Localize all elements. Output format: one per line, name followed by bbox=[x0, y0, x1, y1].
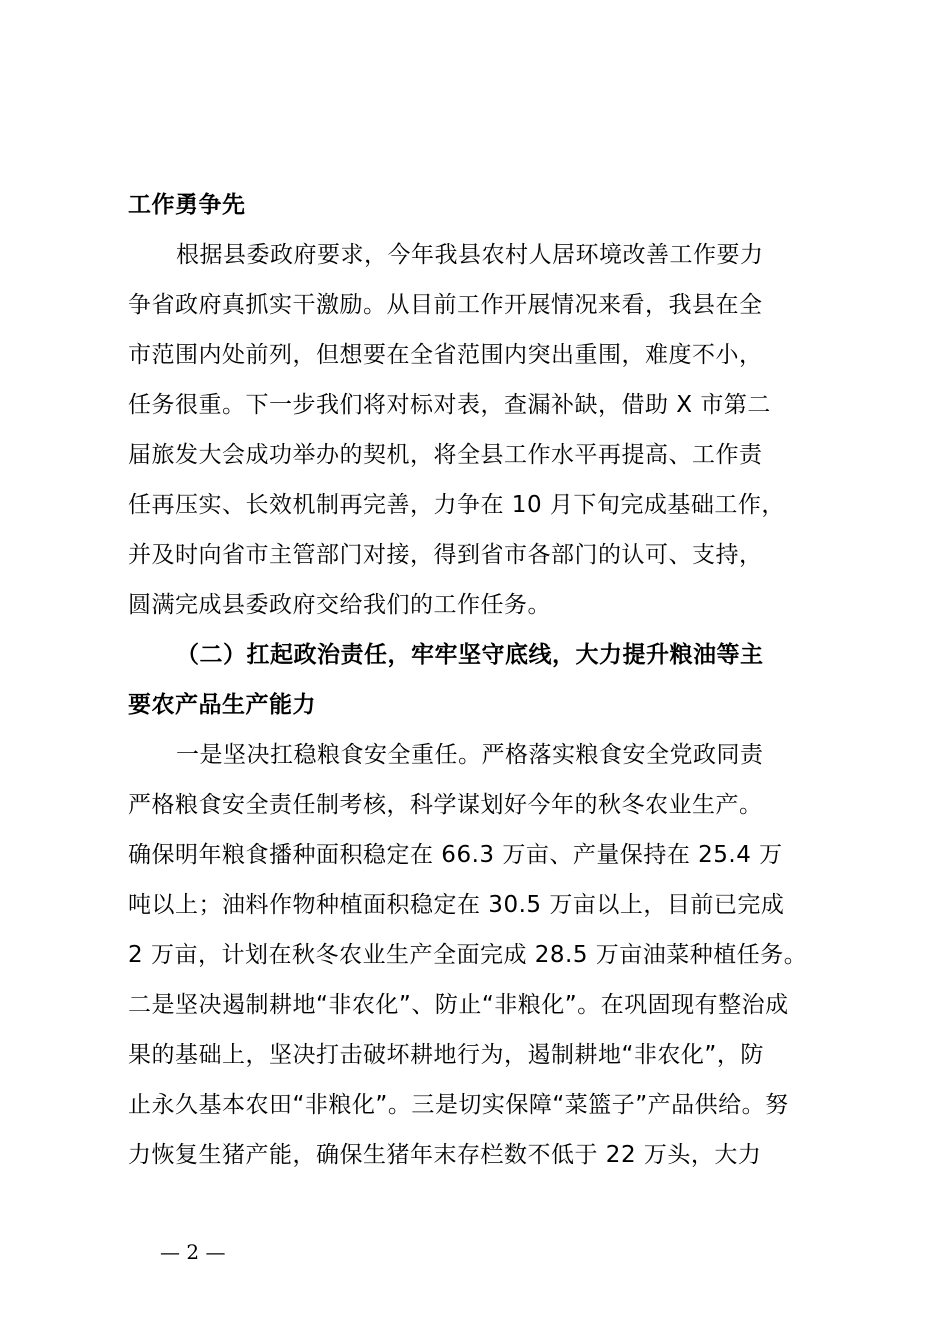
paragraph-line: 严格粮食安全责任制考核，科学谋划好今年的秋冬农业生产。 bbox=[128, 792, 763, 818]
section-heading-continued: 工作勇争先 bbox=[128, 192, 246, 218]
paragraph-line: 二是坚决遏制耕地“非农化”、防止“非粮化”。在巩固现有整治成 bbox=[128, 992, 789, 1018]
section-heading: 要农产品生产能力 bbox=[128, 692, 316, 718]
paragraph-line: 圆满完成县委政府交给我们的工作任务。 bbox=[128, 592, 551, 618]
page-number: — 2 — bbox=[160, 1240, 226, 1264]
paragraph-line: 果的基础上，坚决打击破坏耕地行为，遏制耕地“非农化”，防 bbox=[128, 1042, 764, 1068]
section-heading: （二）扛起政治责任，牢牢坚守底线，大力提升粮油等主 bbox=[176, 642, 764, 668]
paragraph-line: 2 万亩，计划在秋冬农业生产全面完成 28.5 万亩油菜种植任务。 bbox=[128, 942, 808, 968]
paragraph-line: 并及时向省市主管部门对接，得到省市各部门的认可、支持， bbox=[128, 542, 763, 568]
paragraph-line: 任再压实、长效机制再完善，力争在 10 月下旬完成基础工作， bbox=[128, 492, 785, 518]
paragraph-line: 任务很重。下一步我们将对标对表，查漏补缺，借助 X 市第二 bbox=[128, 392, 771, 418]
paragraph-line: 根据县委政府要求，今年我县农村人居环境改善工作要力 bbox=[176, 242, 764, 268]
paragraph-line: 争省政府真抓实干激励。从目前工作开展情况来看，我县在全 bbox=[128, 292, 763, 318]
paragraph-line: 力恢复生猪产能，确保生猪年末存栏数不低于 22 万头，大力 bbox=[128, 1142, 762, 1168]
paragraph-line: 确保明年粮食播种面积稳定在 66.3 万亩、产量保持在 25.4 万 bbox=[128, 842, 783, 868]
paragraph-line: 吨以上；油料作物种植面积稳定在 30.5 万亩以上，目前已完成 bbox=[128, 892, 785, 918]
paragraph-line: 一是坚决扛稳粮食安全重任。严格落实粮食安全党政同责 bbox=[176, 742, 764, 768]
paragraph-line: 届旅发大会成功举办的契机，将全县工作水平再提高、工作责 bbox=[128, 442, 763, 468]
paragraph-line: 市范围内处前列，但想要在全省范围内突出重围，难度不小， bbox=[128, 342, 763, 368]
paragraph-line: 止永久基本农田“非粮化”。三是切实保障“菜篮子”产品供给。努 bbox=[128, 1092, 789, 1118]
